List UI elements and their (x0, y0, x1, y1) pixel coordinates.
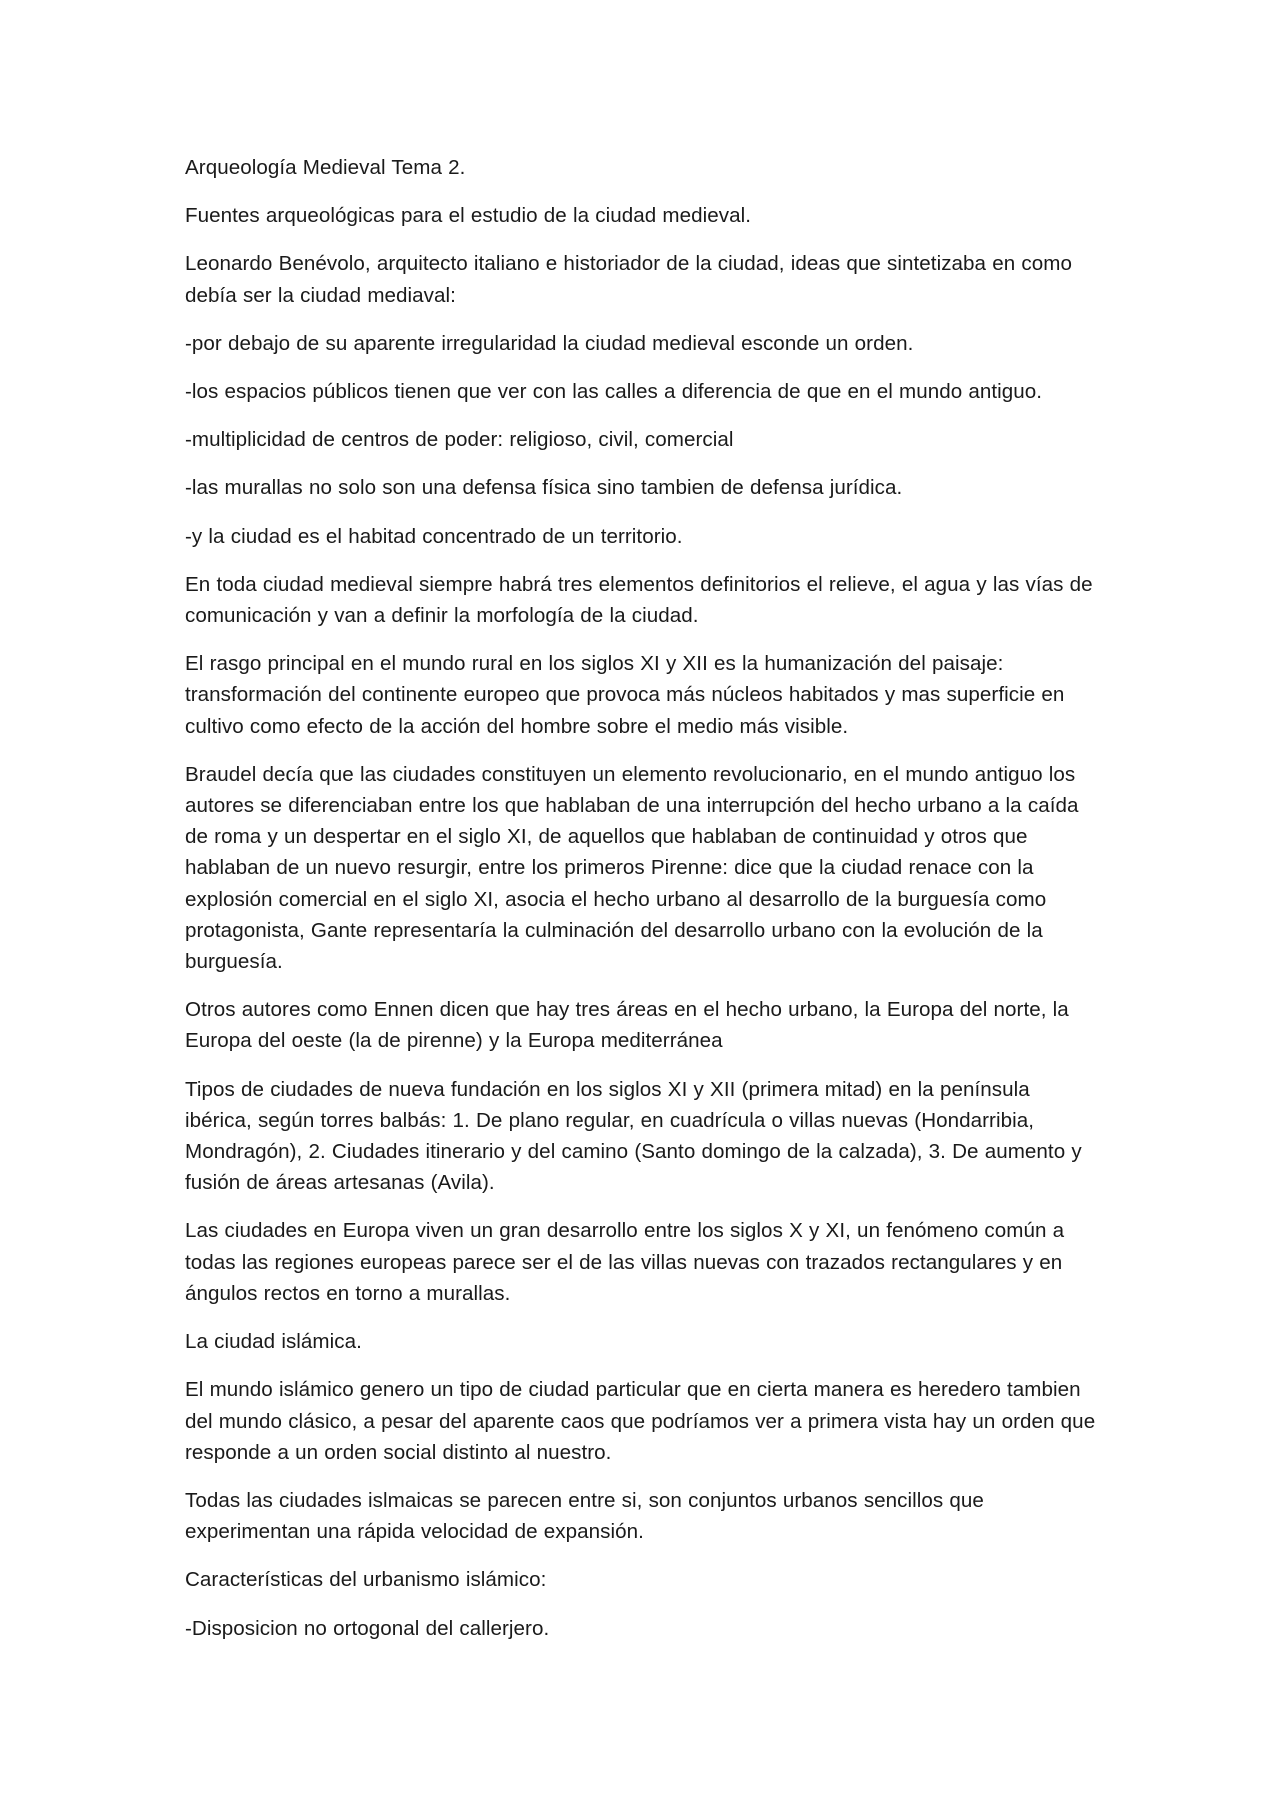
document-title: Arqueología Medieval Tema 2. (185, 156, 466, 179)
list-item-habitad: -y la ciudad es el habitad concentrado de un territorio. (185, 524, 683, 548)
paragraph-elementos-definitorios: En toda ciudad medieval siempre habrá tres elementos definitorios el relieve, el agua y las vías de comunicación y van a definir la morfología de la ciudad. (185, 572, 1093, 628)
paragraph-mundo-rural: El rasgo principal en el mundo rural en los siglos XI y XII es la humanización del paisaje: transformación del continente europeo que provoca más núcleos habitados y mas superficie en cultivo como efecto de la acción del hombre sobre el medio más visible. (185, 652, 1065, 738)
paragraph-benevolo: Leonardo Benévolo, arquitecto italiano e historiador de la ciudad, ideas que sintetizaba en como debía ser la ciudad mediaval: (185, 252, 1072, 307)
section-heading-ciudad-islamica: La ciudad islámica. (185, 1330, 362, 1354)
paragraph-europa: Las ciudades en Europa viven un gran desarrollo entre los siglos X y XI, un fenómeno común a todas las regiones europeas parece ser el de las villas nuevas con trazados rectangulares y en ángulos rectos en torno a murallas. (185, 1219, 1065, 1305)
paragraph-ennen: Otros autores como Ennen dicen que hay tres áreas en el hecho urbano, la Europa del norte, la Europa del oeste (la de pirenne) y la Europa mediterránea (185, 998, 1069, 1053)
document-subtitle: Fuentes arqueológicas para el estudio de la ciudad medieval. (185, 204, 752, 228)
list-item-murallas: -las murallas no solo son una defensa física sino tambien de defensa jurídica. (185, 476, 903, 500)
paragraph-braudel: Braudel decía que las ciudades constituyen un elemento revolucionario, en el mundo antiguo los autores se diferenciaban entre los que hablaban de una interrupción del hecho urbano a la caída de roma y un despertar en el siglo XI, de aquellos que hablaban de continuidad y otros que hablaban de un nuevo resurgir, entre los primeros Pirenne: dice que la ciudad renace con la explosión comercial en el siglo XI, asocia el hecho urbano al desarrollo de la burguesía como protagonista, Gante representaría la culminación del desarrollo urbano con la evolución de la burguesía. (185, 762, 1079, 974)
paragraph-tipos-ciudades: Tipos de ciudades de nueva fundación en los siglos XI y XII (primera mitad) en la península ibérica, según torres balbás: 1. De plano regular, en cuadrícula o villas nuevas (Hondarribia, Mondragón), 2. Ciudades itinerario y del camino (Santo domingo de la calzada), 3. De aumento y fusión de áreas artesanas (Avila). (185, 1077, 1082, 1195)
paragraph-ciudades-islamicas: Todas las ciudades islmaicas se parecen entre si, son conjuntos urbanos sencillos que experimentan una rápida velocidad de expansión. (185, 1488, 984, 1544)
list-item-espacios-publicos: -los espacios públicos tienen que ver con las calles a diferencia de que en el mundo antiguo. (185, 380, 1043, 404)
list-item-disposicion: -Disposicion no ortogonal del callerjero. (185, 1616, 550, 1640)
paragraph-caracteristicas: Características del urbanismo islámico: (185, 1568, 547, 1592)
paragraph-mundo-islamico: El mundo islámico genero un tipo de ciudad particular que en cierta manera es heredero tambien del mundo clásico, a pesar del aparente caos que podríamos ver a primera vista hay un orden que responde a un orden social distinto al nuestro. (185, 1378, 1096, 1464)
list-item-orden: -por debajo de su aparente irregularidad la ciudad medieval esconde un orden. (185, 331, 914, 355)
list-item-centros-poder: -multiplicidad de centros de poder: religioso, civil, comercial (185, 428, 734, 452)
document-body (185, 152, 1097, 1661)
